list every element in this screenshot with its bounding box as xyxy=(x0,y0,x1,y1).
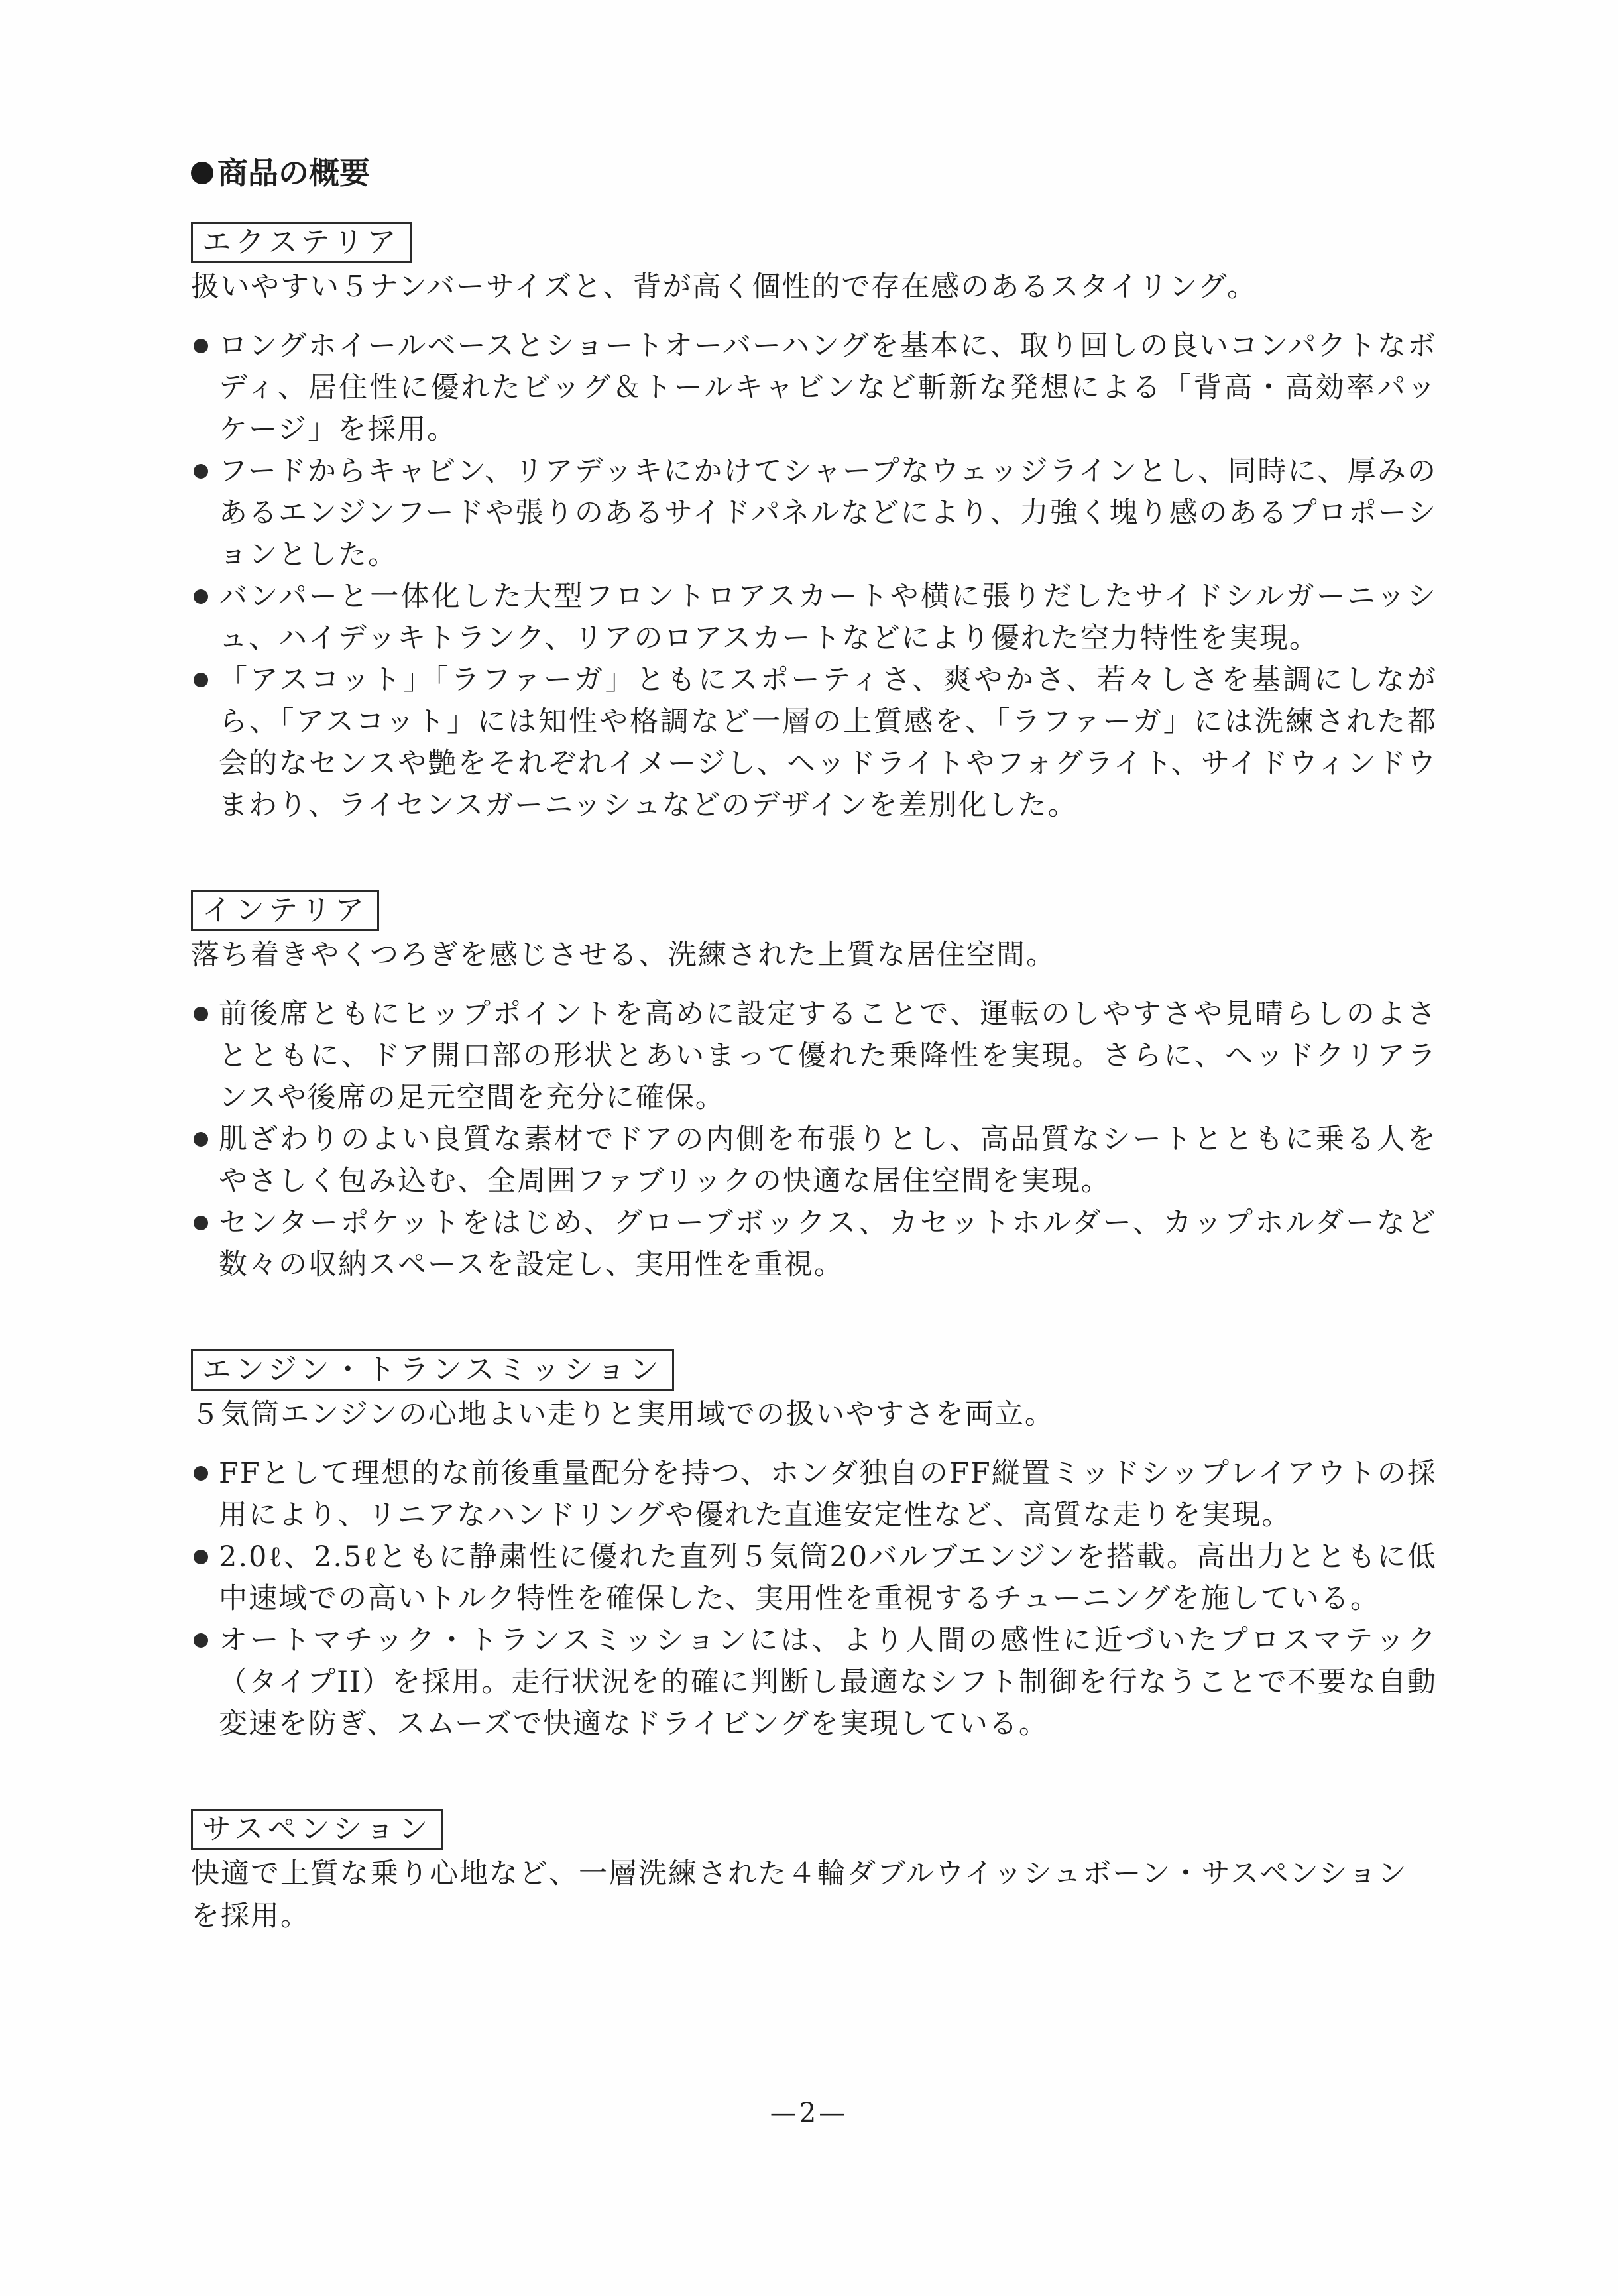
list-item: 肌ざわりのよい良質な素材でドアの内側を布張りとし、高品質なシートとともに乗る人をやさしく包み込む、全周囲ファブリックの快適な居住空間を実現。 xyxy=(191,1119,1437,1202)
bullet-icon xyxy=(194,1466,208,1481)
list-item: FFとして理想的な前後重量配分を持つ、ホンダ独自のFF縦置ミッドシップレイアウトの採用により、リニアなハンドリングや優れた直進安定性など、高質な走りを実現。 xyxy=(191,1453,1437,1536)
section-summary-suspension: 快適で上質な乗り心地など、一層洗練された４輪ダブルウイッシュボーン・サスペンションを採用。 xyxy=(191,1857,1408,1933)
bullet-icon xyxy=(194,464,208,479)
section-label-engine-transmission: エンジン・トランスミッション xyxy=(191,1349,674,1391)
document-body xyxy=(191,149,1437,1937)
bullet-icon xyxy=(194,1216,208,1230)
list-item: 2.0ℓ、2.5ℓともに静粛性に優れた直列５気筒20バルブエンジンを搭載。高出力とともに低中速域での高いトルク特性を確保した、実用性を重視するチューニングを施している。 xyxy=(191,1536,1437,1620)
page-heading xyxy=(191,149,1437,197)
bullet-icon xyxy=(194,1550,208,1564)
list-item: フードからキャビン、リアデッキにかけてシャープなウェッジラインとし、同時に、厚みのあるエンジンフードや張りのあるサイドパネルなどにより、力強く塊り感のあるプロポーションとした。 xyxy=(191,451,1437,576)
section-label-suspension: サスペンション xyxy=(191,1809,443,1850)
section-summary-engine-transmission: ５気筒エンジンの心地よい走りと実用域での扱いやすさを両立。 xyxy=(191,1398,1055,1431)
bullet-icon xyxy=(194,339,208,353)
section-summary-exterior: 扱いやすい５ナンバーサイズと、背が高く個性的で存在感のあるスタイリング。 xyxy=(191,270,1257,304)
list-item: 前後席ともにヒップポイントを高めに設定することで、運転のしやすさや見晴らしのよさとともに、ドア開口部の形状とあいまって優れた乗降性を実現。さらに、ヘッドクリアランスや後席の足元空間を充分に確保。 xyxy=(191,994,1437,1119)
list-item: バンパーと一体化した大型フロントロアスカートや横に張りだしたサイドシルガーニッシュ、ハイデッキトランク、リアのロアスカートなどにより優れた空力特性を実現。 xyxy=(191,576,1437,660)
section-interior xyxy=(191,890,1437,1286)
bullet-list-interior xyxy=(191,994,1437,1286)
list-item: オートマチック・トランスミッションには、より人間の感性に近づいたプロスマテック（タイプII）を採用。走行状況を的確に判断し最適なシフト制御を行なうことで不要な自動変速を防ぎ、スムーズで快適なドライビングを実現している。 xyxy=(191,1620,1437,1745)
bullet-icon xyxy=(194,1132,208,1147)
bullet-icon xyxy=(194,673,208,687)
section-exterior xyxy=(191,222,1437,827)
page-number: —2— xyxy=(770,2098,848,2128)
bullet-list-exterior xyxy=(191,325,1437,827)
list-item: 「アスコット」「ラファーガ」ともにスポーティさ、爽やかさ、若々しさを基調にしながら、「アスコット」には知性や格調など一層の上質感を、「ラファーガ」には洗練された都会的なセンスや艶をそれぞれイメージし、ヘッドライトやフォグライト、サイドウィンドウまわり、ライセンスガーニッシュなどのデザインを差別化した。 xyxy=(191,660,1437,827)
bullet-list-engine-transmission xyxy=(191,1453,1437,1745)
bullet-icon xyxy=(194,1633,208,1648)
section-label-interior: インテリア xyxy=(191,890,379,931)
section-engine-transmission xyxy=(191,1349,1437,1745)
bullet-icon xyxy=(194,589,208,604)
bullet-icon xyxy=(194,1007,208,1021)
filled-circle-icon xyxy=(191,162,213,184)
section-summary-interior: 落ち着きやくつろぎを感じさせる、洗練された上質な居住空間。 xyxy=(191,939,1056,972)
list-item: センターポケットをはじめ、グローブボックス、カセットホルダー、カップホルダーなど数々の収納スペースを設定し、実用性を重視。 xyxy=(191,1202,1437,1286)
page-heading-text: 商品の概要 xyxy=(217,155,370,191)
list-item: ロングホイールベースとショートオーバーハングを基本に、取り回しの良いコンパクトなボディ、居住性に優れたビッグ＆トールキャビンなど斬新な発想による「背高・高効率パッケージ」を採用。 xyxy=(191,325,1437,451)
section-suspension xyxy=(191,1809,1437,1937)
section-label-exterior: エクステリア xyxy=(191,222,412,263)
